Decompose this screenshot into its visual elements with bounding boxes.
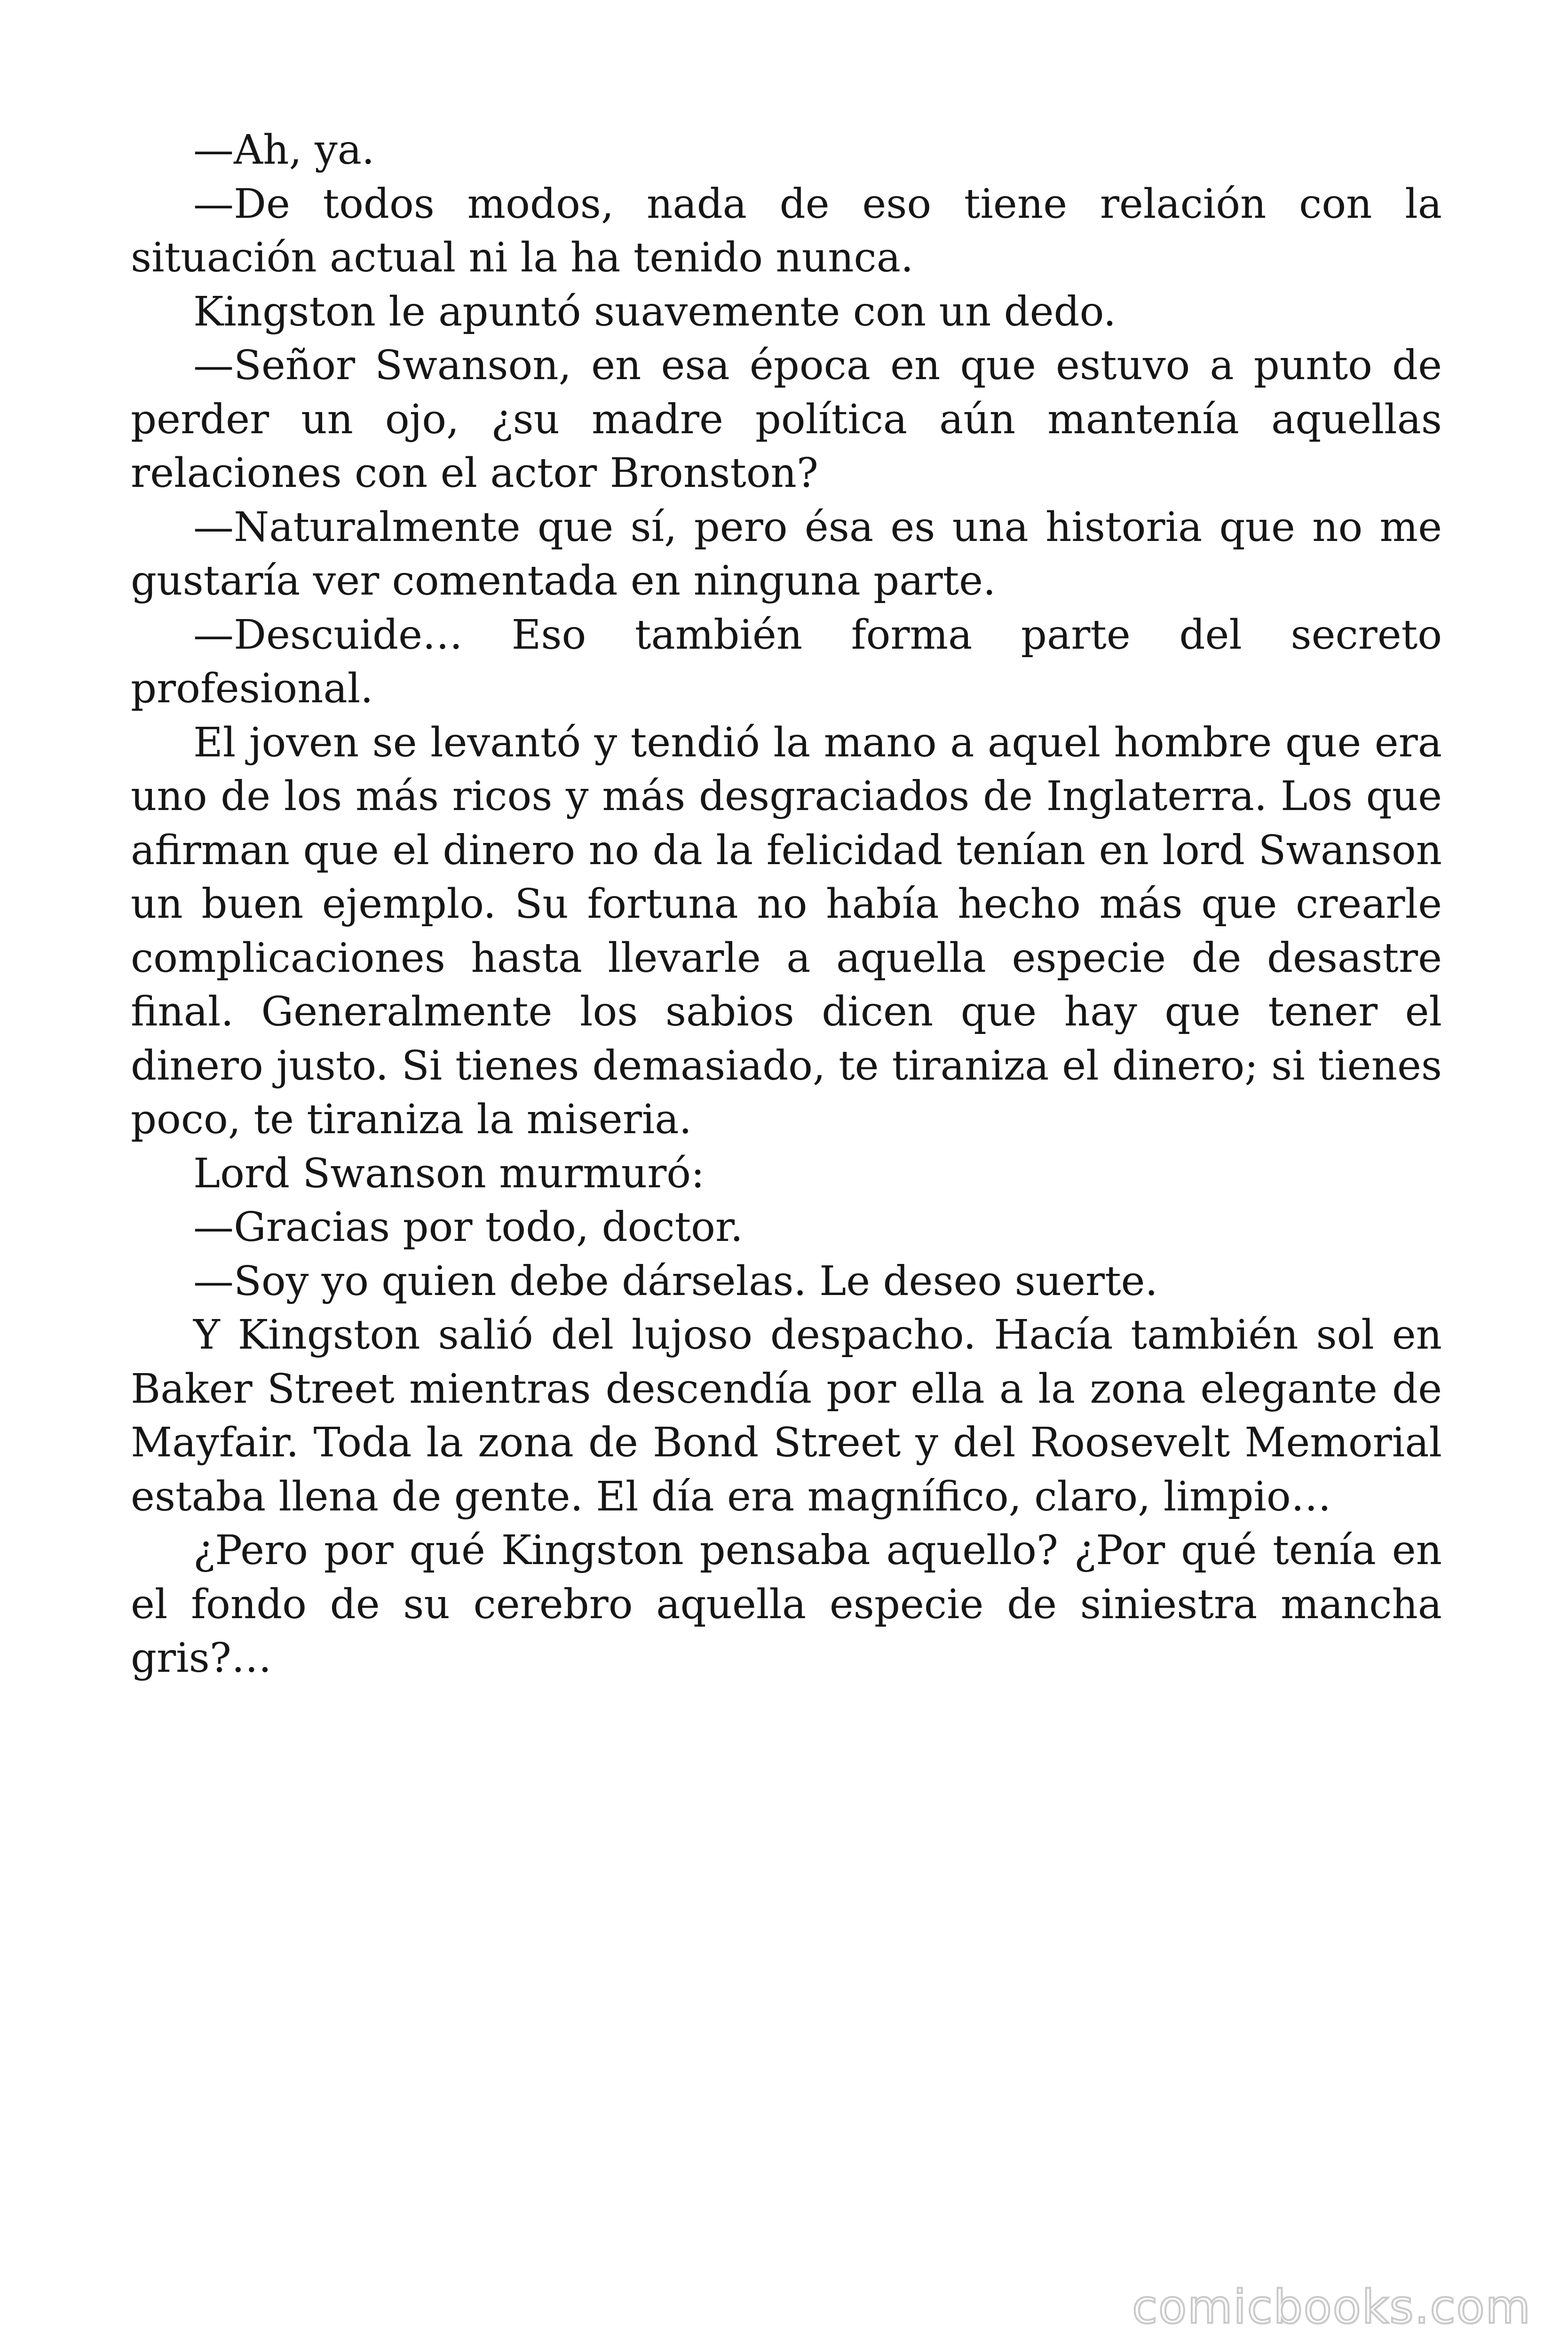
paragraph: Kingston le apuntó suavemente con un dedo.: [193, 288, 1117, 335]
paragraph: Y Kingston salió del lujoso despacho. Hacía también sol en Baker Street mientras descendía por ella a la zona elegante de Mayfair. Toda la zona de Bond Street y del Roosevelt Memorial estaba llena de gente. El día era magnífico, claro, limpio…: [131, 1311, 1442, 1520]
paragraph: —Señor Swanson, en esa época en que estuvo a punto de perder un ojo, ¿su madre política aún mantenía aquellas relaciones con el actor Bronston?: [131, 342, 1442, 497]
body-text: [131, 123, 1442, 1685]
paragraph: ¿Pero por qué Kingston pensaba aquello? ¿Por qué tenía en el fondo de su cerebro aquella especie de siniestra mancha gris?…: [131, 1527, 1442, 1682]
paragraph: El joven se levantó y tendió la mano a aquel hombre que era uno de los más ricos y más desgraciados de Inglaterra. Los que afirman que el dinero no da la felicidad tenían en lord Swanson un buen ejemplo. Su fortuna no había hecho más que crearle complicaciones hasta llevarle a aquella especie de desastre final. Generalmente los sabios dicen que hay que tener el dinero justo. Si tienes demasiado, te tiraniza el dinero; si tienes poco, te tiraniza la miseria.: [131, 719, 1442, 1143]
paragraph: —Naturalmente que sí, pero ésa es una historia que no me gustaría ver comentada en ninguna parte.: [131, 503, 1442, 604]
paragraph: —Descuide… Eso también forma parte del secreto profesional.: [131, 611, 1442, 712]
watermark: comicbooks.com: [1132, 2280, 1531, 2334]
paragraph: —Soy yo quien debe dárselas. Le deseo suerte.: [193, 1257, 1158, 1305]
paragraph: —Ah, ya.: [193, 127, 375, 174]
paragraph: —De todos modos, nada de eso tiene relación con la situación actual ni la ha tenido nunca.: [131, 180, 1442, 281]
paragraph: —Gracias por todo, doctor.: [193, 1204, 743, 1251]
paragraph: Lord Swanson murmuró:: [193, 1150, 705, 1197]
